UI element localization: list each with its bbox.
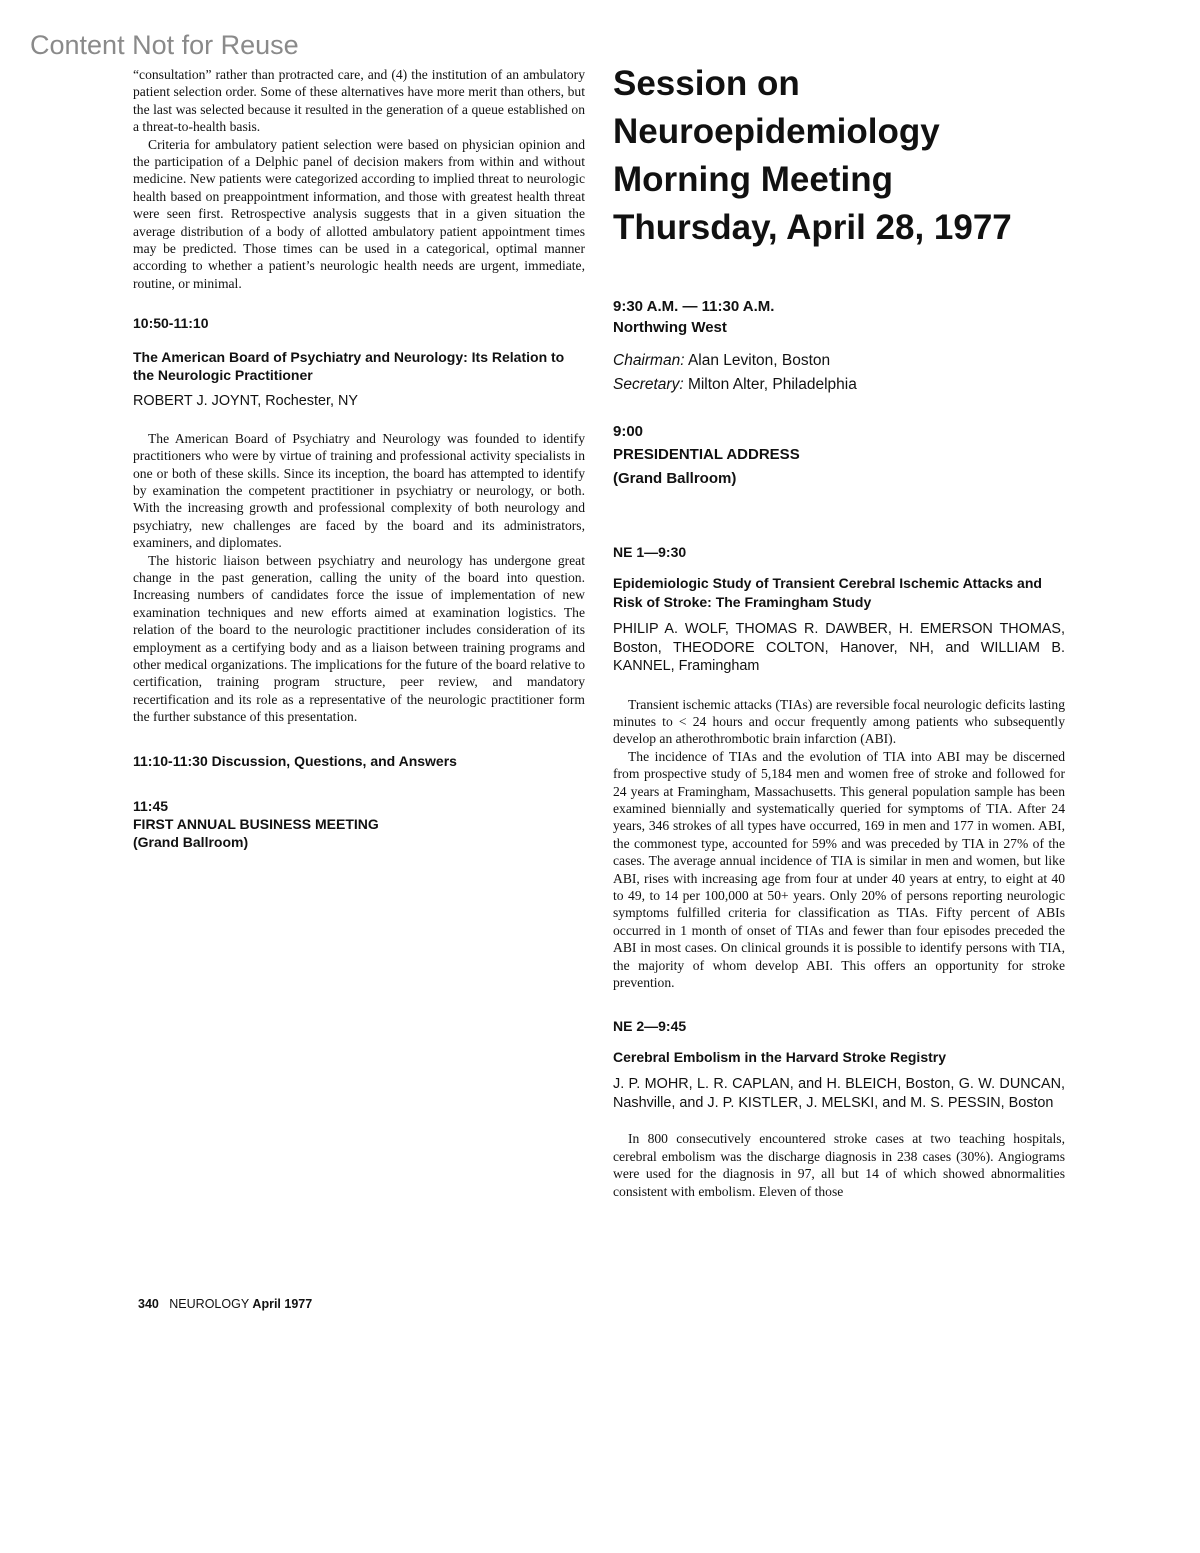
discussion-heading: 11:10-11:30 Discussion, Questions, and Answers <box>133 752 457 769</box>
session-title-line: Session on <box>613 64 800 103</box>
chairman-line <box>613 349 1065 373</box>
session-time: 11:45 <box>133 797 169 814</box>
body-paragraph: In 800 consecutively encountered stroke cases at two teaching hospitals, cerebral embolism was the discharge diagnosis in 238 cases (30%). Angiograms were used for the diagnosis in 97, all but 14 of which showed abnormalities consistent with embolism. Eleven of those <box>613 1131 1065 1199</box>
left-column <box>133 66 585 851</box>
session-title-line: Neuroepidemiology <box>613 112 940 151</box>
issue-date: April 1977 <box>252 1297 313 1311</box>
paper-authors: PHILIP A. WOLF, THOMAS R. DAWBER, H. EMERSON THOMAS, Boston, THEODORE COLTON, Hanover, NH, and WILLIAM B. KANNEL, Framingham <box>613 621 1065 674</box>
page-footer <box>138 1297 312 1311</box>
paper-title: The American Board of Psychiatry and Neurology: Its Relation to the Neurologic Practitioner <box>133 349 565 384</box>
address-venue: (Grand Ballroom) <box>613 470 737 487</box>
session-title-line: Morning Meeting <box>613 160 893 199</box>
body-paragraph: Criteria for ambulatory patient selection were based on physician opinion and the participation of a Delphic panel of decision makers from within and without medicine. New patients were categorized according to implied threat to neurologic health based on preappointment information, and those with greatest health threat were seen first. Retrospective analysis suggests that in a given situation the average distribution of a body of allotted ambulatory patient appointment times may be predicted. Those times can be used in a categorical, optimal manner according to whether a patient’s neurologic health needs are urgent, immediate, routine, or minimal. <box>133 136 585 291</box>
paper-title: Cerebral Embolism in the Harvard Stroke Registry <box>613 1049 946 1066</box>
body-paragraph: Transient ischemic attacks (TIAs) are reversible focal neurologic deficits lasting minutes to < 24 hours and occur frequently among patients who subsequently develop an atherothrombotic brain infarction (ABI). <box>613 696 1065 747</box>
body-paragraph: The incidence of TIAs and the evolution of TIA into ABI may be discerned from prospective study of 5,184 men and women free of stroke and followed for 24 years at Framingham, Massachusetts. This general population sample has been examined biennially and systematically queried for symptoms of TIA. After 24 years, 346 strokes of all types have occurred, 169 in men and 177 in women. ABI, the commonest type, accounted for 59% and was preceded by TIA in 27% of the cases. The average annual incidence of TIA is similar in men and women, but like ABI, rises with increasing age from four at under 40 years at entry, to eight at 40 to 49, to 14 per 100,000 at 50+ years. Only 20% of persons reporting neurologic symptoms fulfilled criteria for classification as TIAs. Fifty percent of ABIs occurred in 1 month of onset of TIAs and fewer than four episodes preceded the ABI in most cases. On clinical grounds it is possible to identify persons with TIA, the majority of whom develop ABI. This offers an opportunity for stroke prevention. <box>613 748 1065 990</box>
chairman-name: Alan Leviton, Boston <box>687 352 831 369</box>
journal-name: NEUROLOGY <box>169 1297 249 1311</box>
chairman-label: Chairman: <box>613 352 685 369</box>
session-title-line: Thursday, April 28, 1977 <box>613 208 1012 247</box>
address-title: PRESIDENTIAL ADDRESS <box>613 446 800 463</box>
secretary-label: Secretary: <box>613 376 684 393</box>
paper-authors: J. P. MOHR, L. R. CAPLAN, and H. BLEICH, Boston, G. W. DUNCAN, Nashville, and J. P. KISTLER, J. MELSKI, and M. S. PESSIN, Boston <box>613 1076 1065 1111</box>
secretary-line <box>613 373 1065 397</box>
meeting-title: FIRST ANNUAL BUSINESS MEETING <box>133 815 379 832</box>
page-number: 340 <box>138 1297 159 1311</box>
session-time: 9:00 <box>613 423 644 440</box>
abstract-code: NE 1—9:30 <box>613 544 687 560</box>
meeting-venue: (Grand Ballroom) <box>133 833 249 850</box>
session-title <box>613 60 1065 252</box>
body-paragraph: The historic liaison between psychiatry and neurology has undergone great change in the past generation, calling the unity of the board into question. Increasing numbers of candidates force the issue of implementation of new examination techniques and new efforts aimed at examination logistics. The relation of the board to the neurologic practitioner includes consideration of its employment as a certifying body and as a liaison between training programs and other medical organizations. The implications for the future of the board relative to certification, training program structure, peer review, and mandatory recertification and its role as a representative of the neurologic practitioner form the further substance of this presentation. <box>133 552 585 725</box>
watermark: Content Not for Reuse <box>30 30 299 60</box>
body-paragraph: The American Board of Psychiatry and Neurology was founded to identify practitioners who were by virtue of training and professional activity specialists in one or both of these skills. Since its inception, the board has attempted to identify by examination the competent practitioner in psychiatry or neurology, or both. With the increasing growth and professional complexity of both neurology and psychiatry, new challenges are faced by the board and its administrators, examiners, and diplomates. <box>133 430 585 551</box>
right-column <box>613 60 1065 1200</box>
secretary-name: Milton Alter, Philadelphia <box>687 376 857 393</box>
abstract-code: NE 2—9:45 <box>613 1018 687 1035</box>
body-paragraph: “consultation” rather than protracted care, and (4) the institution of an ambulatory patient selection order. Some of these alternatives have more merit than others, but the last was selected because it resulted in the generation of a queue established on a threat-to-health basis. <box>133 67 585 135</box>
session-room: Northwing West <box>613 319 727 336</box>
session-time: 10:50-11:10 <box>133 315 209 332</box>
paper-title: Epidemiologic Study of Transient Cerebral Ischemic Attacks and Risk of Stroke: The Framingham Study <box>613 575 1042 610</box>
session-time-range: 9:30 A.M. — 11:30 A.M. <box>613 298 775 315</box>
paper-authors: ROBERT J. JOYNT, Rochester, NY <box>133 393 358 410</box>
